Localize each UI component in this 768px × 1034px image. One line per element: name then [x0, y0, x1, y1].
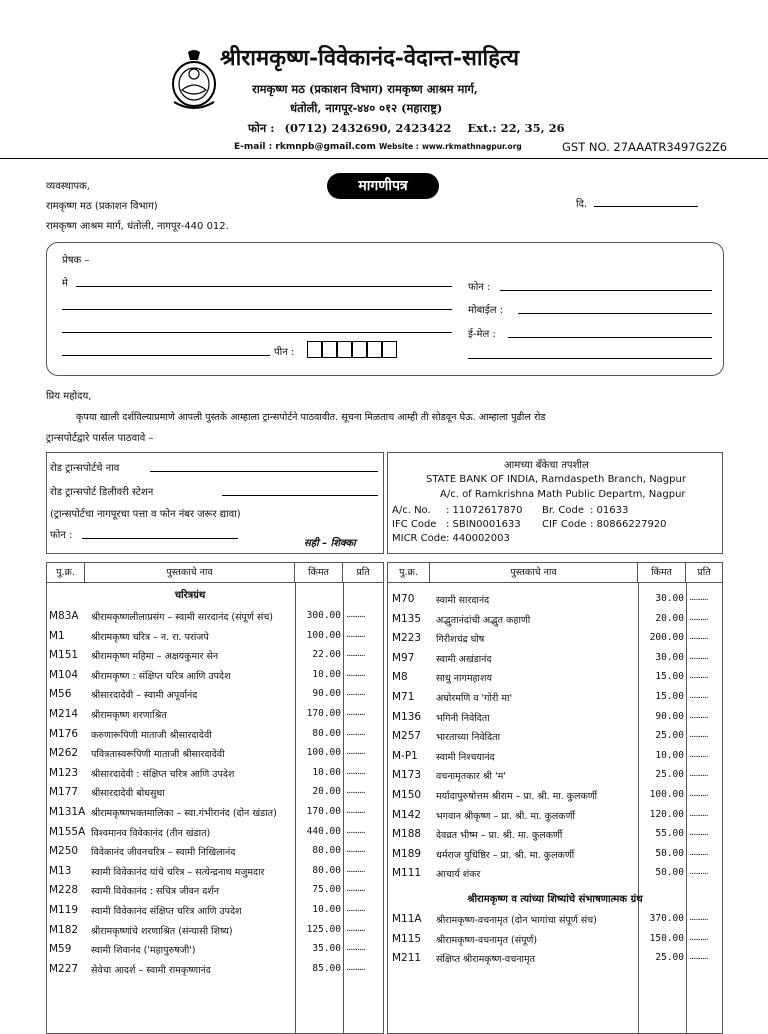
book-price: 150.00 [649, 932, 684, 944]
pin-digit-box[interactable] [322, 341, 337, 358]
book-row [388, 809, 722, 828]
sign-stamp-label: सही – शिक्का [304, 538, 356, 549]
account-number-label: A/c. No. [392, 505, 431, 516]
book-row [47, 943, 383, 962]
book-code: M8 [392, 671, 408, 684]
book-row [47, 630, 383, 649]
book-title: स्वामी विवेकानंद यांचे चरित्र – सत्येन्द्रनाथ मजुमदार [91, 866, 265, 878]
micr-code: : 440002003 [446, 533, 510, 544]
publisher-title: श्रीरामकृष्ण-विवेकानंद-वेदान्त-साहित्य [220, 45, 520, 71]
book-row [47, 688, 383, 707]
book-title: वचनामृतकार श्री 'म' [436, 771, 506, 783]
book-title: भगिनी निवेदिता [436, 712, 490, 724]
phone-extensions: Ext.: 22, 35, 26 [467, 121, 565, 135]
cif-code-label: CIF Code [542, 519, 587, 530]
book-row [47, 806, 383, 825]
book-title: श्रीसारदादेवी : संक्षिप्त चरित्र आणि उपदेश [91, 768, 235, 780]
copies-field[interactable]: .......... [689, 913, 708, 923]
copies-field[interactable]: .......... [346, 688, 365, 699]
sender-phone-field[interactable] [500, 290, 712, 291]
date-label: दि. [576, 199, 588, 210]
col-header-price: किंमत [295, 563, 343, 583]
book-code: M228 [49, 884, 79, 897]
book-price: 25.00 [655, 730, 684, 742]
book-code: M131A [49, 806, 86, 818]
branch-code-label: Br. Code [542, 505, 585, 516]
col-header-code: पु.क्र. [388, 563, 430, 583]
book-title: स्वामी विवेकानंद : सचित्र जीवन दर्शन [91, 886, 219, 898]
book-title: करुणारूपिणी माताजी श्रीसारदादेवी [91, 729, 212, 741]
book-row [388, 913, 722, 932]
book-code: M227 [49, 962, 79, 975]
transport-station-field[interactable] [222, 495, 378, 496]
section-heading-biographies: चरित्रग्रंथ [174, 590, 206, 601]
col-header-price: किंमत [638, 563, 686, 583]
transport-phone-label: फोन : [50, 530, 73, 541]
book-row [47, 924, 383, 943]
book-title: साधु नागमहाशय [436, 673, 492, 685]
book-row [388, 828, 722, 847]
pin-digit-box[interactable] [307, 341, 322, 358]
copies-field[interactable]: .......... [689, 769, 708, 780]
ramakrishna-math-emblem [170, 50, 218, 112]
copies-field[interactable]: .......... [346, 962, 365, 973]
transport-name-label: रोड ट्रान्सपोर्टचे नाव [50, 463, 120, 474]
book-row [388, 652, 722, 671]
book-code: M97 [392, 651, 415, 664]
book-price: 20.00 [655, 612, 684, 624]
book-row [47, 708, 383, 727]
book-title: अद्भुतानंदांची अद्भुत कहाणी [436, 614, 531, 626]
book-title: भगवान श्रीकृष्ण – प्रा. श्री. मा. कुलकर्णी [436, 810, 575, 822]
cif-code: : 80866227920 [590, 519, 667, 530]
phone-label: फोन : [248, 121, 275, 135]
book-row [388, 632, 722, 651]
book-title: श्रीरामकृष्ण-वचनामृत (दोन भागांचा संपूर्ण संच) [436, 915, 597, 926]
book-price: 100.00 [649, 789, 684, 800]
copies-field[interactable]: .......... [689, 691, 708, 701]
book-row [47, 826, 383, 845]
book-price: 50.00 [655, 867, 684, 879]
book-price: 100.00 [306, 747, 341, 759]
book-row [388, 848, 722, 867]
salutation: प्रिय महोदय, [46, 391, 92, 402]
book-price: 10.00 [312, 668, 341, 680]
book-code: M56 [49, 688, 72, 701]
book-row [47, 963, 383, 982]
book-row [388, 593, 722, 612]
book-title: विश्वमानव विवेकानंद (तीन खंडात) [91, 827, 211, 839]
book-title: स्वामी विवेकानंद संक्षिप्त चरित्र आणि उपदेश [91, 906, 242, 917]
copies-field[interactable]: .......... [689, 828, 708, 839]
book-price: 370.00 [649, 913, 684, 924]
phone-line [248, 121, 565, 136]
col-header-title: पुस्तकाचे नाव [430, 563, 638, 583]
book-code: M135 [392, 612, 422, 625]
book-code: M150 [392, 789, 422, 801]
copies-field[interactable]: .......... [346, 845, 365, 856]
transport-phone-field[interactable] [82, 538, 238, 539]
account-number: : 11072617870 [446, 505, 523, 516]
book-title: स्वामी शिवानंद ('महापुरुषजी') [91, 945, 196, 957]
book-row [388, 750, 722, 769]
copies-field[interactable]: .......... [346, 610, 365, 620]
book-price: 80.00 [312, 727, 341, 739]
book-row [388, 691, 722, 710]
book-title: विवेकानंद जीवनचरित्र – स्वामी निखिलानंद [91, 847, 236, 859]
book-price: 125.00 [306, 923, 341, 935]
section-heading-conversations: श्रीरामकृष्ण व त्यांच्या शिष्यांचे संभाषणात्मक ग्रंथ [467, 894, 643, 905]
book-row [47, 767, 383, 786]
book-code: M13 [49, 864, 72, 877]
book-code: M250 [49, 845, 79, 858]
book-title: भारताच्या निवेदिता [436, 732, 501, 744]
book-code: M83A [49, 610, 79, 622]
book-price: 15.00 [655, 671, 684, 683]
copies-field[interactable]: .......... [689, 749, 708, 760]
book-row [388, 789, 722, 808]
book-price: 25.00 [655, 769, 684, 781]
book-price: 80.00 [312, 845, 341, 857]
sender-address-field-2[interactable] [62, 332, 452, 333]
book-price: 10.00 [312, 904, 341, 915]
ifc-code-label: IFC Code [392, 519, 437, 530]
copies-field[interactable]: .......... [689, 671, 708, 682]
book-price: 15.00 [655, 691, 684, 702]
book-table-right [387, 562, 723, 1034]
book-code: M142 [392, 808, 422, 821]
copies-field[interactable]: .......... [346, 629, 365, 640]
book-code: M70 [392, 593, 415, 605]
copies-field[interactable]: .......... [346, 923, 365, 934]
transport-note: (ट्रान्सपोर्टचा नागपूरचा पत्ता व फोन नंबर जरूर द्यावा) [50, 509, 241, 520]
sender-phone-label: फोन : [468, 282, 491, 293]
book-code: M123 [49, 766, 79, 779]
sender-email-label: ई-मेल : [468, 329, 496, 340]
book-price: 10.00 [312, 766, 341, 778]
book-row [47, 747, 383, 766]
book-title: श्रीरामकृष्ण-वचनामृत (संपूर्ण) [436, 934, 538, 946]
col-header-title: पुस्तकाचे नाव [85, 563, 295, 583]
addressee-line-2: रामकृष्ण मठ (प्रकाशन विभाग) [46, 201, 158, 212]
book-title: मर्यादापुरुषोत्तम श्रीराम – प्रा. श्री. मा. कुलकर्णी [436, 791, 598, 802]
branch-code: : 01633 [590, 505, 629, 516]
phone-numbers: (0712) 2432690, 2423422 [284, 121, 452, 135]
copies-field[interactable]: .......... [346, 904, 365, 914]
col-header-code: पु.क्र. [47, 563, 85, 583]
book-row [388, 711, 722, 730]
book-title: श्रीरामकृष्णभक्तमालिका – स्वा.गंभीरानंद (दोन खंडात) [91, 808, 277, 819]
book-code: M115 [392, 932, 422, 945]
book-title: सेवेचा आदर्श – स्वामी रामकृष्णानंद [91, 964, 211, 976]
book-row [388, 671, 722, 690]
book-price: 80.00 [312, 864, 341, 876]
contact-line [234, 142, 522, 152]
book-title: श्रीरामकृष्ण : संक्षिप्त चरित्र आणि उपदेश [91, 670, 231, 682]
book-code: M119 [49, 904, 79, 916]
book-title: स्वामी अखंडानंद [436, 653, 492, 665]
book-price: 22.00 [312, 649, 341, 661]
book-row [388, 933, 722, 952]
copies-field[interactable]: .......... [346, 864, 365, 875]
book-code: M188 [392, 828, 422, 841]
address-line-2: धंतोली, नागपूर-४४० ०१२ (महाराष्ट्र) [290, 101, 443, 115]
sender-extra-field[interactable] [468, 358, 712, 359]
book-code: M176 [49, 727, 79, 740]
book-price: 200.00 [649, 632, 684, 644]
copies-field[interactable]: .......... [689, 632, 708, 643]
col-header-copies: प्रति [343, 563, 383, 583]
book-code: M151 [49, 649, 79, 662]
book-price: 25.00 [655, 952, 684, 964]
book-title: श्रीसारदादेवी बोधसुधा [91, 788, 165, 800]
sender-email-field[interactable] [508, 337, 712, 338]
sender-name-field[interactable] [76, 286, 452, 287]
letter-body-line-1: कृपया खाली दर्शविल्याप्रमाणे आपली पुस्तके आम्हाला ट्रान्सपोर्टने पाठवावीत. सूचना मिळताच आम्ही ती सोडवून घेऊ. आम्हाला पुढील रोड [76, 412, 546, 423]
book-code: M211 [392, 952, 422, 965]
book-code: M155A [49, 825, 86, 838]
copies-field[interactable]: .......... [689, 789, 708, 799]
copies-field[interactable]: .......... [346, 884, 365, 895]
transport-station-label: रोड ट्रान्सपोर्ट डिलीवरी स्टेशन [50, 487, 154, 498]
book-title: गिरीशचंद्र घोष [436, 634, 485, 646]
copies-field[interactable]: .......... [689, 952, 708, 963]
book-title: श्रीरामकृष्ण शरणाश्रित [91, 710, 167, 721]
book-row [47, 884, 383, 903]
copies-field[interactable]: .......... [689, 612, 708, 623]
book-title: देवव्रत भीष्म – प्रा. श्री. मा. कुलकर्णी [436, 830, 563, 842]
book-title: स्वामी निश्चयानंद [436, 751, 495, 763]
book-code: M71 [392, 691, 415, 703]
book-price: 100.00 [306, 629, 341, 641]
bank-heading: आमच्या बँकेचा तपशील [504, 460, 589, 471]
address-line-1: रामकृष्ण मठ (प्रकाशन विभाग) रामकृष्ण आश्रम मार्ग, [252, 82, 478, 96]
copies-field[interactable]: .......... [346, 766, 365, 777]
ifc-code: : SBIN0001633 [446, 519, 521, 530]
book-code: M59 [49, 943, 72, 956]
copies-field[interactable]: .......... [346, 825, 365, 836]
sender-mobile-field[interactable] [518, 313, 712, 314]
book-title: पवित्रतास्वरूपिणी माताजी श्रीसारदादेवी [91, 749, 225, 761]
book-title: धर्मराज युधिष्ठिर – प्रा. श्री. मा. कुलकर्णी [436, 849, 575, 861]
book-title: स्वामी सारदानंद [436, 595, 490, 606]
sender-address-field-1[interactable] [62, 309, 452, 310]
copies-field[interactable]: .......... [346, 668, 365, 679]
addressee-line-3: रामकृष्ण आश्रम मार्ग, धंतोली, नागपूर-440 012. [46, 221, 229, 232]
book-code: M-P1 [392, 749, 418, 762]
gst-number: GST NO. 27AAATR3497G2Z6 [562, 140, 728, 154]
book-price: 120.00 [649, 808, 684, 820]
book-code: M104 [49, 668, 79, 681]
book-price: 170.00 [306, 708, 341, 719]
sender-address-field-3[interactable] [62, 355, 270, 356]
form-title-badge: मागणीपत्र [327, 173, 439, 199]
book-row [47, 728, 383, 747]
copies-field[interactable]: .......... [346, 649, 365, 660]
book-row [47, 865, 383, 884]
book-code: M1 [49, 629, 65, 642]
book-price: 30.00 [655, 651, 684, 663]
book-code: M223 [392, 632, 422, 645]
book-title: श्रीसारदादेवी – स्वामी अपूर्वानंद [91, 690, 198, 702]
date-field[interactable] [594, 206, 698, 207]
bank-name: STATE BANK OF INDIA, Ramdaspeth Branch, Nagpur [426, 474, 686, 485]
copies-field[interactable]: .......... [689, 847, 708, 858]
copies-field[interactable]: .......... [689, 710, 708, 721]
website-label: Website : [379, 142, 419, 151]
book-row [47, 786, 383, 805]
copies-field[interactable]: .......... [689, 651, 708, 662]
copies-field[interactable]: .......... [689, 593, 708, 603]
addressee-line-1: व्यवस्थापक, [46, 181, 90, 192]
book-code: M111 [392, 867, 422, 880]
book-price: 20.00 [312, 786, 341, 798]
book-code: M262 [49, 747, 79, 760]
book-title: श्रीरामकृष्ण महिमा – अक्षयकुमार सेन [91, 651, 219, 663]
book-title: अघोरमणि व 'गोरी मा' [436, 693, 513, 704]
book-title: श्रीरामकृष्णांचे शरणाश्रित (संन्यासी शिष्य) [91, 925, 233, 937]
book-row [47, 610, 383, 629]
book-price: 30.00 [655, 593, 684, 604]
book-row [388, 952, 722, 971]
pin-digit-box[interactable] [367, 341, 382, 358]
email-label: E-mail : [234, 142, 273, 152]
book-row [47, 904, 383, 923]
book-row [47, 669, 383, 688]
transport-name-field[interactable] [150, 471, 378, 472]
website-link[interactable]: www.rkmathnagpur.org [421, 142, 522, 151]
book-row [388, 730, 722, 749]
letter-body-line-2: ट्रान्सपोर्टद्वारे पार्सल पाठवावे – [46, 433, 154, 444]
copies-field[interactable]: .......... [346, 943, 365, 954]
book-price: 35.00 [312, 943, 341, 955]
copies-field[interactable]: .......... [346, 747, 365, 758]
book-title: आचार्य शंकर [436, 869, 481, 881]
pin-digit-box[interactable] [337, 341, 352, 358]
copies-field[interactable]: .......... [346, 727, 365, 738]
book-row [388, 769, 722, 788]
copies-field[interactable]: .......... [346, 786, 365, 797]
header-divider [0, 158, 768, 159]
book-row [388, 613, 722, 632]
book-code: M214 [49, 708, 79, 720]
book-row [47, 649, 383, 668]
pin-digit-box[interactable] [352, 341, 367, 358]
book-price: 85.00 [312, 962, 341, 974]
book-price: 170.00 [306, 806, 341, 817]
book-code: M11A [392, 913, 422, 925]
sender-label: प्रेषक – [62, 255, 90, 266]
book-price: 90.00 [655, 710, 684, 722]
book-price: 55.00 [655, 828, 684, 840]
book-code: M177 [49, 786, 79, 799]
book-row [47, 845, 383, 864]
pin-label: पीन : [274, 347, 295, 358]
copies-field[interactable]: .......... [689, 808, 708, 819]
micr-code-label: MICR Code [392, 533, 447, 544]
copies-field[interactable]: .......... [689, 730, 708, 741]
book-title: संक्षिप्त श्रीरामकृष्ण-वचनामृत [436, 954, 536, 966]
col-header-copies: प्रति [686, 563, 722, 583]
book-price: 75.00 [312, 884, 341, 896]
book-price: 300.00 [306, 610, 341, 621]
copies-field[interactable]: .......... [689, 932, 708, 943]
firm-label: मे [62, 278, 68, 289]
book-price: 10.00 [655, 749, 684, 761]
book-table-left [46, 562, 384, 1034]
book-code: M189 [392, 847, 422, 860]
email-link[interactable]: rkmnpb@gmail.com [275, 142, 376, 152]
sender-mobile-label: मोबाईल : [468, 305, 504, 316]
copies-field[interactable]: .......... [689, 867, 708, 878]
copies-field[interactable]: .......... [346, 806, 365, 816]
book-price: 90.00 [312, 688, 341, 700]
book-code: M257 [392, 730, 422, 743]
bank-account-holder: A/c. of Ramkrishna Math Public Departm, Nagpur [440, 489, 686, 500]
book-code: M136 [392, 710, 422, 723]
book-price: 50.00 [655, 847, 684, 859]
book-title: श्रीरामकृष्णलीलाप्रसंग – स्वामी सारदानंद (संपूर्ण संच) [91, 612, 273, 623]
book-title: श्रीरामकृष्ण चरित्र – न. रा. परांजपे [91, 631, 209, 643]
book-price: 440.00 [306, 825, 341, 837]
pin-digit-box[interactable] [382, 341, 397, 358]
book-row [388, 867, 722, 886]
copies-field[interactable]: .......... [346, 708, 365, 718]
book-code: M182 [49, 923, 79, 936]
book-code: M173 [392, 769, 422, 782]
